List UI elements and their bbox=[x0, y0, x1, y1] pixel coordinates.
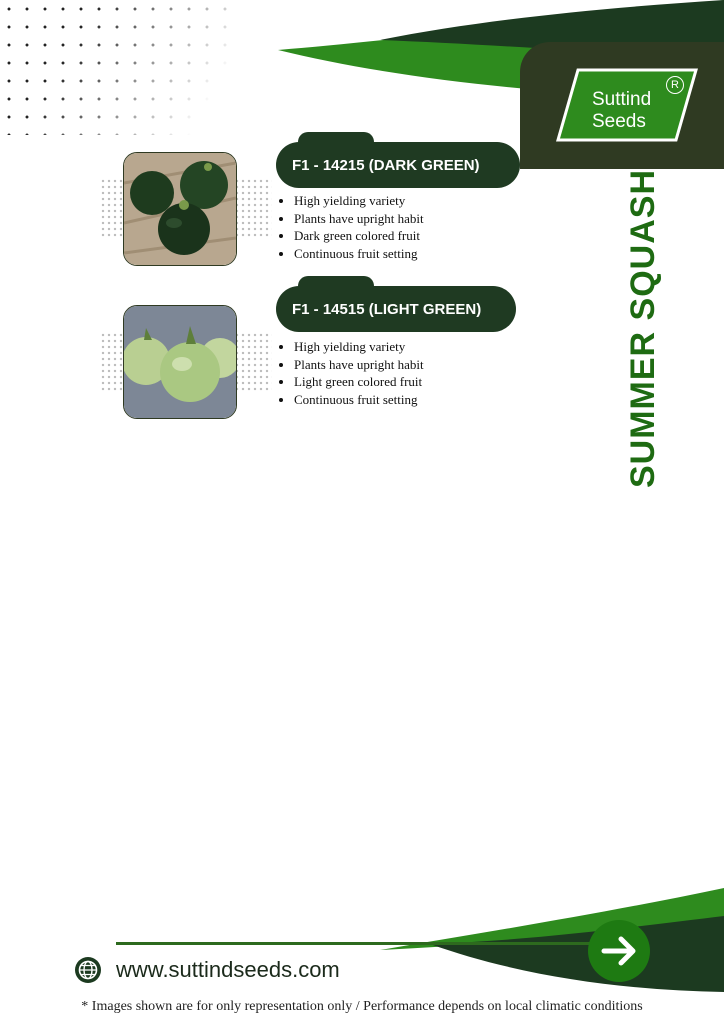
list-item: • Continuous fruit setting bbox=[294, 391, 534, 409]
product-name-2: F1 - 14515 (LIGHT GREEN) bbox=[276, 286, 516, 332]
globe-icon bbox=[74, 956, 102, 984]
light-green-squash-image bbox=[124, 306, 236, 418]
feature-list-1 bbox=[276, 192, 534, 262]
list-item: • Continuous fruit setting bbox=[294, 245, 534, 263]
logo-name-line1: Suttind bbox=[592, 89, 652, 110]
product-photo-light-green bbox=[123, 305, 237, 419]
footer-divider bbox=[116, 942, 596, 945]
list-item: • Plants have upright habit bbox=[294, 356, 534, 374]
list-item: • High yielding variety bbox=[294, 338, 534, 356]
list-item: • High yielding variety bbox=[294, 192, 534, 210]
list-item: • Light green colored fruit bbox=[294, 373, 534, 391]
list-item: • Dark green colored fruit bbox=[294, 227, 534, 245]
next-arrow-button[interactable] bbox=[588, 920, 650, 982]
registered-mark: R bbox=[666, 76, 684, 94]
arrow-right-icon bbox=[588, 920, 650, 982]
product-photo-dark-green bbox=[123, 152, 237, 266]
product-name-1: F1 - 14215 (DARK GREEN) bbox=[276, 142, 520, 188]
logo-name-line2: Seeds bbox=[592, 111, 646, 132]
feature-list-2 bbox=[276, 338, 534, 408]
list-item: • Plants have upright habit bbox=[294, 210, 534, 228]
dark-green-squash-image bbox=[124, 153, 236, 265]
crop-title: SUMMER SQUASH bbox=[624, 168, 662, 488]
disclaimer-text: * Images shown are for only representation only / Performance depends on local climatic conditions bbox=[81, 999, 643, 1014]
website-link[interactable]: www.suttindseeds.com bbox=[116, 957, 340, 982]
logo-text bbox=[592, 89, 682, 133]
